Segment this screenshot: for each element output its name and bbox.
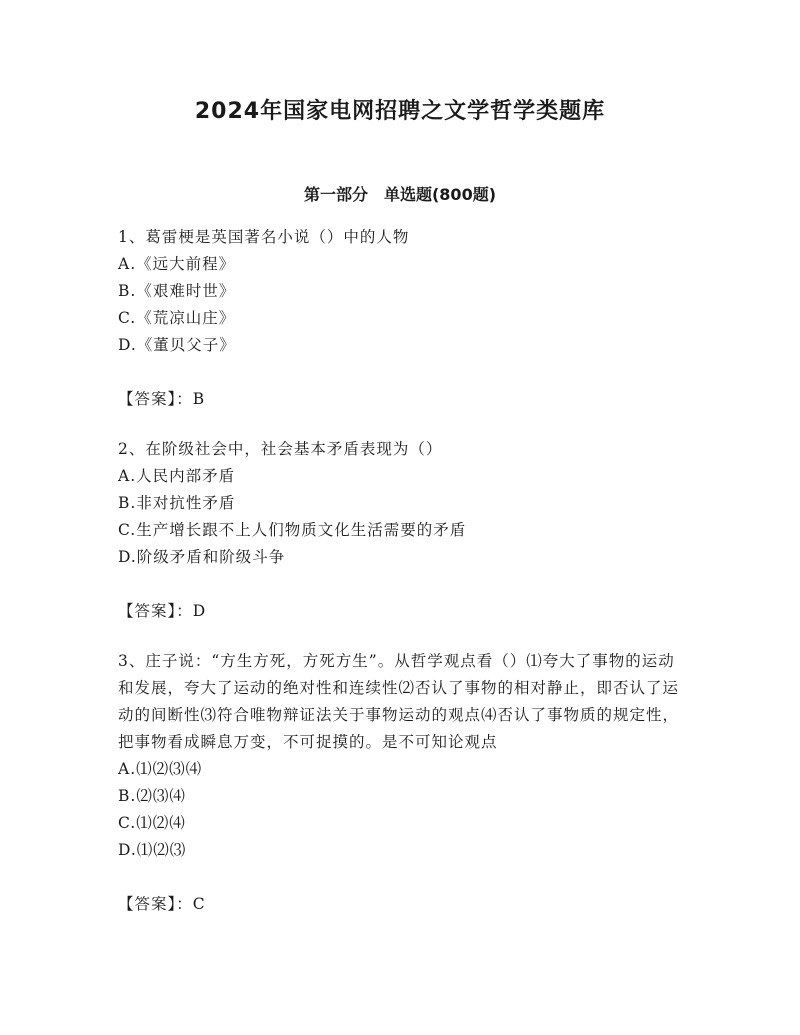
answer-label: 【答案】： (118, 390, 193, 408)
option-d: D.阶级矛盾和阶级斗争 (118, 548, 286, 566)
answer-value: C (192, 895, 206, 913)
question-3 (118, 648, 688, 918)
option-b: B.《艰难时世》 (118, 282, 236, 300)
answer-label: 【答案】： (118, 895, 193, 913)
option-c: C.《荒凉山庄》 (118, 309, 236, 327)
option-a: A.人民内部矛盾 (118, 467, 236, 485)
document-title: 2024年国家电网招聘之文学哲学类题库 (194, 99, 606, 124)
option-b: B.非对抗性矛盾 (118, 494, 236, 512)
question-2 (118, 436, 688, 625)
question-stem: 2、在阶级社会中，社会基本矛盾表现为（） (118, 440, 443, 458)
answer-line (118, 891, 688, 918)
option-a: A.⑴⑵⑶⑷ (118, 760, 203, 778)
answer-label: 【答案】： (118, 602, 193, 620)
question-1 (118, 224, 688, 413)
question-stem: 3、庄子说：“方生方死，方死方生”。从哲学观点看（）⑴夸大了事物的运动和发展，夸大了运动的绝对性和连续性⑵否认了事物的相对静止，即否认了运动的间断性⑶符合唯物辩证法关于事物运动的观点⑷否认了事物质的规定性，把事物看成瞬息万变，不可捉摸的。是不可知论观点 (118, 652, 680, 751)
section-heading: 第一部分 单选题(800题) (303, 185, 497, 204)
answer-line (118, 386, 688, 413)
option-b: B.⑵⑶⑷ (118, 787, 186, 805)
question-list (118, 224, 688, 941)
answer-line (118, 598, 688, 625)
option-c: C.生产增长跟不上人们物质文化生活需要的矛盾 (118, 521, 467, 539)
answer-value: B (192, 390, 206, 408)
answer-value: D (192, 602, 207, 620)
option-c: C.⑴⑵⑷ (118, 814, 186, 832)
option-d: D.《董贝父子》 (118, 336, 236, 354)
option-d: D.⑴⑵⑶ (118, 841, 187, 859)
question-stem: 1、葛雷梗是英国著名小说（）中的人物 (118, 228, 410, 246)
option-a: A.《远大前程》 (118, 255, 236, 273)
